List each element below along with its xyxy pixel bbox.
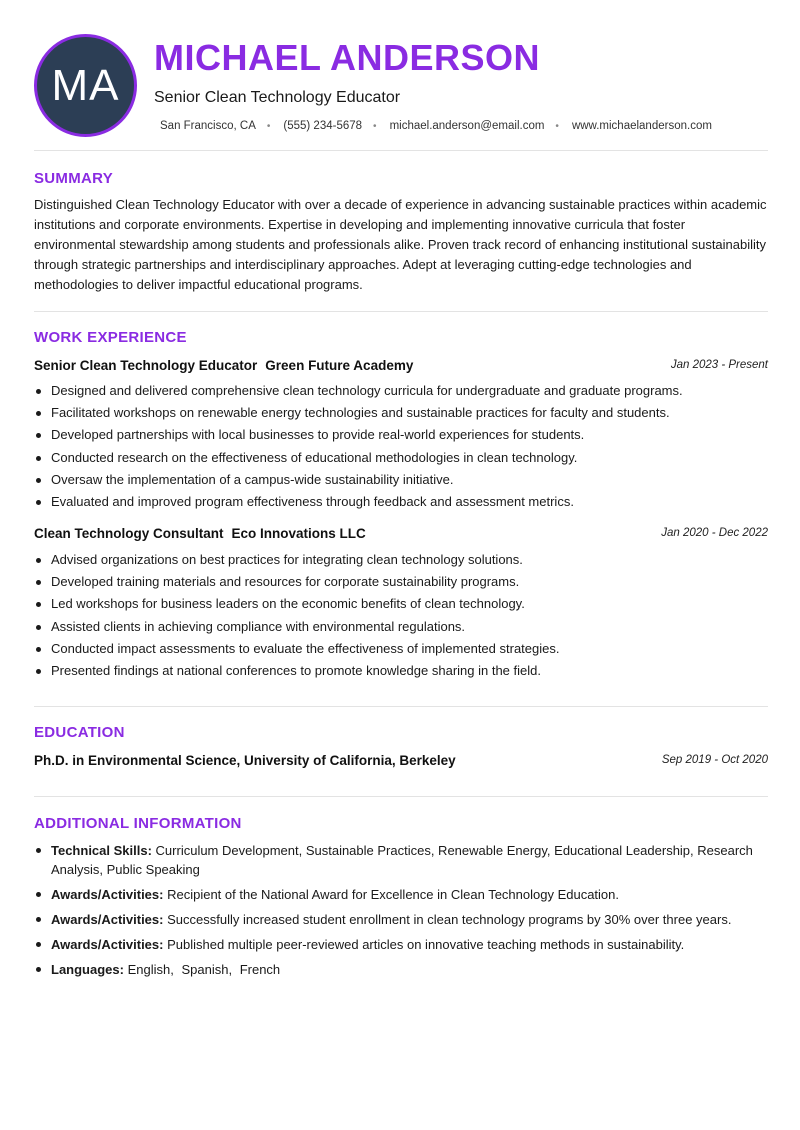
list-item: Facilitated workshops on renewable energy technologies and sustainable practices for faculty and students. bbox=[34, 402, 770, 424]
list-item: Developed partnerships with local businesses to provide real-world experiences for students. bbox=[34, 424, 770, 446]
info-text: Recipient of the National Award for Excellence in Clean Technology Education. bbox=[167, 887, 620, 902]
language: French bbox=[239, 962, 281, 977]
contact-website[interactable]: www.michaelanderson.com bbox=[571, 120, 712, 132]
job-bullets bbox=[34, 549, 770, 682]
list-item bbox=[34, 885, 770, 904]
language: English, bbox=[127, 962, 174, 977]
info-label: Awards/Activities: bbox=[51, 912, 164, 927]
divider bbox=[34, 150, 768, 151]
list-item bbox=[34, 841, 770, 879]
additional-info-list bbox=[34, 841, 770, 985]
education-degree: Ph.D. in Environmental Science, University of California, Berkeley bbox=[34, 753, 456, 768]
info-label: Technical Skills: bbox=[51, 843, 152, 858]
list-item: Developed training materials and resources for corporate sustainability programs. bbox=[34, 571, 770, 593]
resume-header bbox=[34, 34, 768, 138]
info-label: Awards/Activities: bbox=[51, 887, 164, 902]
list-item: Evaluated and improved program effectiveness through feedback and assessment metrics. bbox=[34, 491, 770, 513]
language: Spanish, bbox=[181, 962, 233, 977]
job-role: Clean Technology Consultant bbox=[34, 526, 224, 541]
info-text: Published multiple peer-reviewed articles on innovative teaching methods in sustainability. bbox=[167, 937, 685, 952]
list-item: Presented findings at national conferences to promote knowledge sharing in the field. bbox=[34, 660, 770, 682]
separator-dot: • bbox=[266, 120, 271, 132]
education-heading: EDUCATION bbox=[34, 724, 125, 741]
avatar bbox=[34, 34, 137, 137]
languages-label: Languages: bbox=[51, 962, 124, 977]
divider bbox=[34, 796, 768, 797]
list-item bbox=[34, 935, 770, 954]
job-dates: Jan 2023 - Present bbox=[670, 359, 768, 371]
additional-info-heading: ADDITIONAL INFORMATION bbox=[34, 815, 242, 832]
work-experience-heading: WORK EXPERIENCE bbox=[34, 329, 187, 346]
list-item: Designed and delivered comprehensive clean technology curricula for undergraduate and graduate programs. bbox=[34, 380, 770, 402]
info-label: Awards/Activities: bbox=[51, 937, 164, 952]
job-dates: Jan 2020 - Dec 2022 bbox=[661, 527, 768, 539]
list-item: Advised organizations on best practices for integrating clean technology solutions. bbox=[34, 549, 770, 571]
info-text: Curriculum Development, Sustainable Practices, Renewable Energy, Educational Leadership, Research Analysis, Public Speaking bbox=[51, 843, 753, 877]
job-role: Senior Clean Technology Educator bbox=[34, 358, 258, 373]
job-company: Eco Innovations LLC bbox=[231, 526, 366, 541]
contact-email[interactable]: michael.anderson@email.com bbox=[389, 120, 545, 132]
job-company: Green Future Academy bbox=[265, 358, 414, 373]
list-item: Conducted impact assessments to evaluate the effectiveness of implemented strategies. bbox=[34, 638, 770, 660]
list-item bbox=[34, 910, 770, 929]
list-item: Led workshops for business leaders on the economic benefits of clean technology. bbox=[34, 593, 770, 615]
job-title-line bbox=[34, 526, 366, 541]
divider bbox=[34, 706, 768, 707]
languages-list bbox=[128, 962, 285, 977]
divider bbox=[34, 311, 768, 312]
job-header bbox=[34, 526, 768, 544]
contact-location: San Francisco, CA bbox=[160, 120, 256, 132]
job-header bbox=[34, 358, 768, 376]
avatar-initials: MA bbox=[51, 60, 120, 110]
separator-dot: • bbox=[555, 120, 559, 132]
candidate-name: MICHAEL ANDERSON bbox=[154, 37, 541, 78]
contact-line bbox=[160, 120, 712, 132]
separator-dot: • bbox=[373, 120, 377, 132]
education-dates: Sep 2019 - Oct 2020 bbox=[661, 754, 768, 766]
job-bullets bbox=[34, 380, 770, 513]
contact-phone: (555) 234-5678 bbox=[283, 120, 363, 132]
list-item: Oversaw the implementation of a campus-wide sustainability initiative. bbox=[34, 469, 770, 491]
education-entry bbox=[34, 753, 768, 771]
job-title-line bbox=[34, 358, 413, 373]
info-text: Successfully increased student enrollment in clean technology programs by 30% over three years. bbox=[167, 912, 732, 927]
summary-heading: SUMMARY bbox=[34, 170, 114, 187]
list-item: Conducted research on the effectiveness of educational methodologies in clean technology. bbox=[34, 447, 770, 469]
list-item bbox=[34, 960, 770, 979]
summary-text: Distinguished Clean Technology Educator with over a decade of experience in advancing sustainable practices within academic institutions and corporate environments. Expertise in developing and implementing innovative curricula that foster environmental stewardship among students and professionals alike. Proven track record of enhancing institutional sustainability through strategic partnerships and interdisciplinary approaches. Adept at leveraging cutting-edge technologies and methodologies to deliver impactful educational programs. bbox=[34, 197, 767, 292]
list-item: Assisted clients in achieving compliance with environmental regulations. bbox=[34, 616, 770, 638]
candidate-title: Senior Clean Technology Educator bbox=[154, 89, 401, 106]
